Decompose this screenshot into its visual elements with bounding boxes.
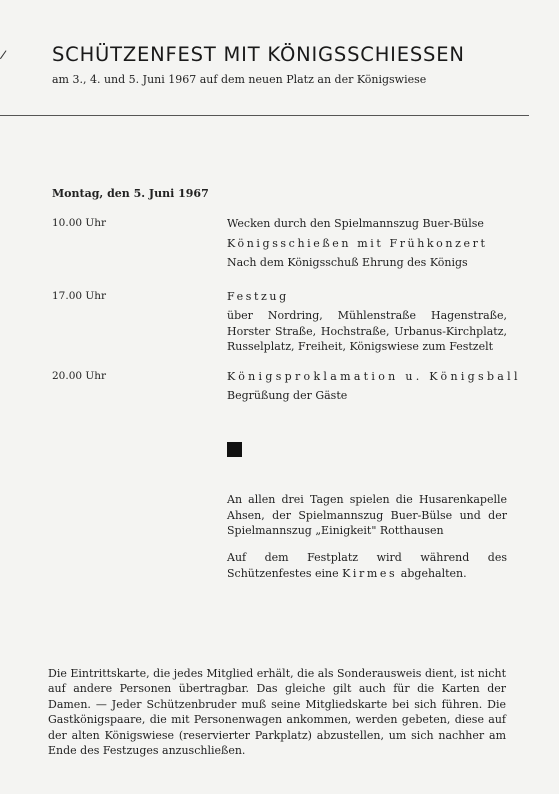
event-koenigsschiessen: Königsschießen mit Frühkonzert: [227, 237, 488, 250]
event-ehrung: Nach dem Königsschuß Ehrung des Königs: [227, 256, 468, 269]
header-divider: [0, 115, 529, 116]
festzug-route: über Nordring, Mühlenstraße Hagenstraße, Horster Straße, Hochstraße, Urbanus-Kirchplatz, Russelplatz, Freiheit, Königswiese zum Festzelt: [227, 309, 507, 353]
time-slot-2000: 20.00 Uhr: [52, 370, 107, 382]
event-begruessung: Begrüßung der Gäste: [227, 389, 348, 402]
event-koenigsproklamation: Königsproklamation u. Königsball: [227, 370, 521, 383]
schedule-day-heading: Montag, den 5. Juni 1967: [52, 187, 209, 200]
music-note: An allen drei Tagen spielen die Husarenkapelle Ahsen, der Spielmannszug Buer-Bülse und der Spielmannszug „Einigkeit" Rotthausen: [227, 493, 507, 537]
margin-tick-mark: [0, 50, 13, 63]
time-slot-1700: 17.00 Uhr: [52, 290, 107, 302]
event-wecken: Wecken durch den Spielmannszug Buer-Bülse: [227, 217, 484, 230]
footer-paragraph: Die Eintrittskarte, die jedes Mitglied erhält, die als Sonderausweis dient, ist nicht auf andere Personen übertragbar. Das gleiche gilt auch für die Karten der Damen. — Jeder Schützenbruder muß seine Mitgliedskarte bei sich führen. Die Gastkönigspaare, die mit Personenwagen ankommen, werden gebeten, diese auf der alten Königswiese (reservierter Parkplatz) abzustellen, um sich nachher am Ende des Festzuges anzuschließen.: [48, 667, 506, 758]
black-square-marker: [227, 442, 242, 457]
kirmes-note-end: abgehalten.: [400, 566, 467, 580]
page-subtitle: am 3., 4. und 5. Juni 1967 auf dem neuen Platz an der Königswiese: [52, 73, 427, 86]
event-festzug: Festzug: [227, 290, 289, 303]
kirmes-note: [227, 550, 507, 581]
kirmes-note-text: Auf dem Festplatz wird während des Schützenfestes eine: [227, 551, 507, 580]
time-slot-1000: 10.00 Uhr: [52, 217, 107, 229]
kirmes-word: Kirmes: [342, 566, 398, 580]
page-title: SCHÜTZENFEST MIT KÖNIGSSCHIESSEN: [52, 43, 465, 66]
